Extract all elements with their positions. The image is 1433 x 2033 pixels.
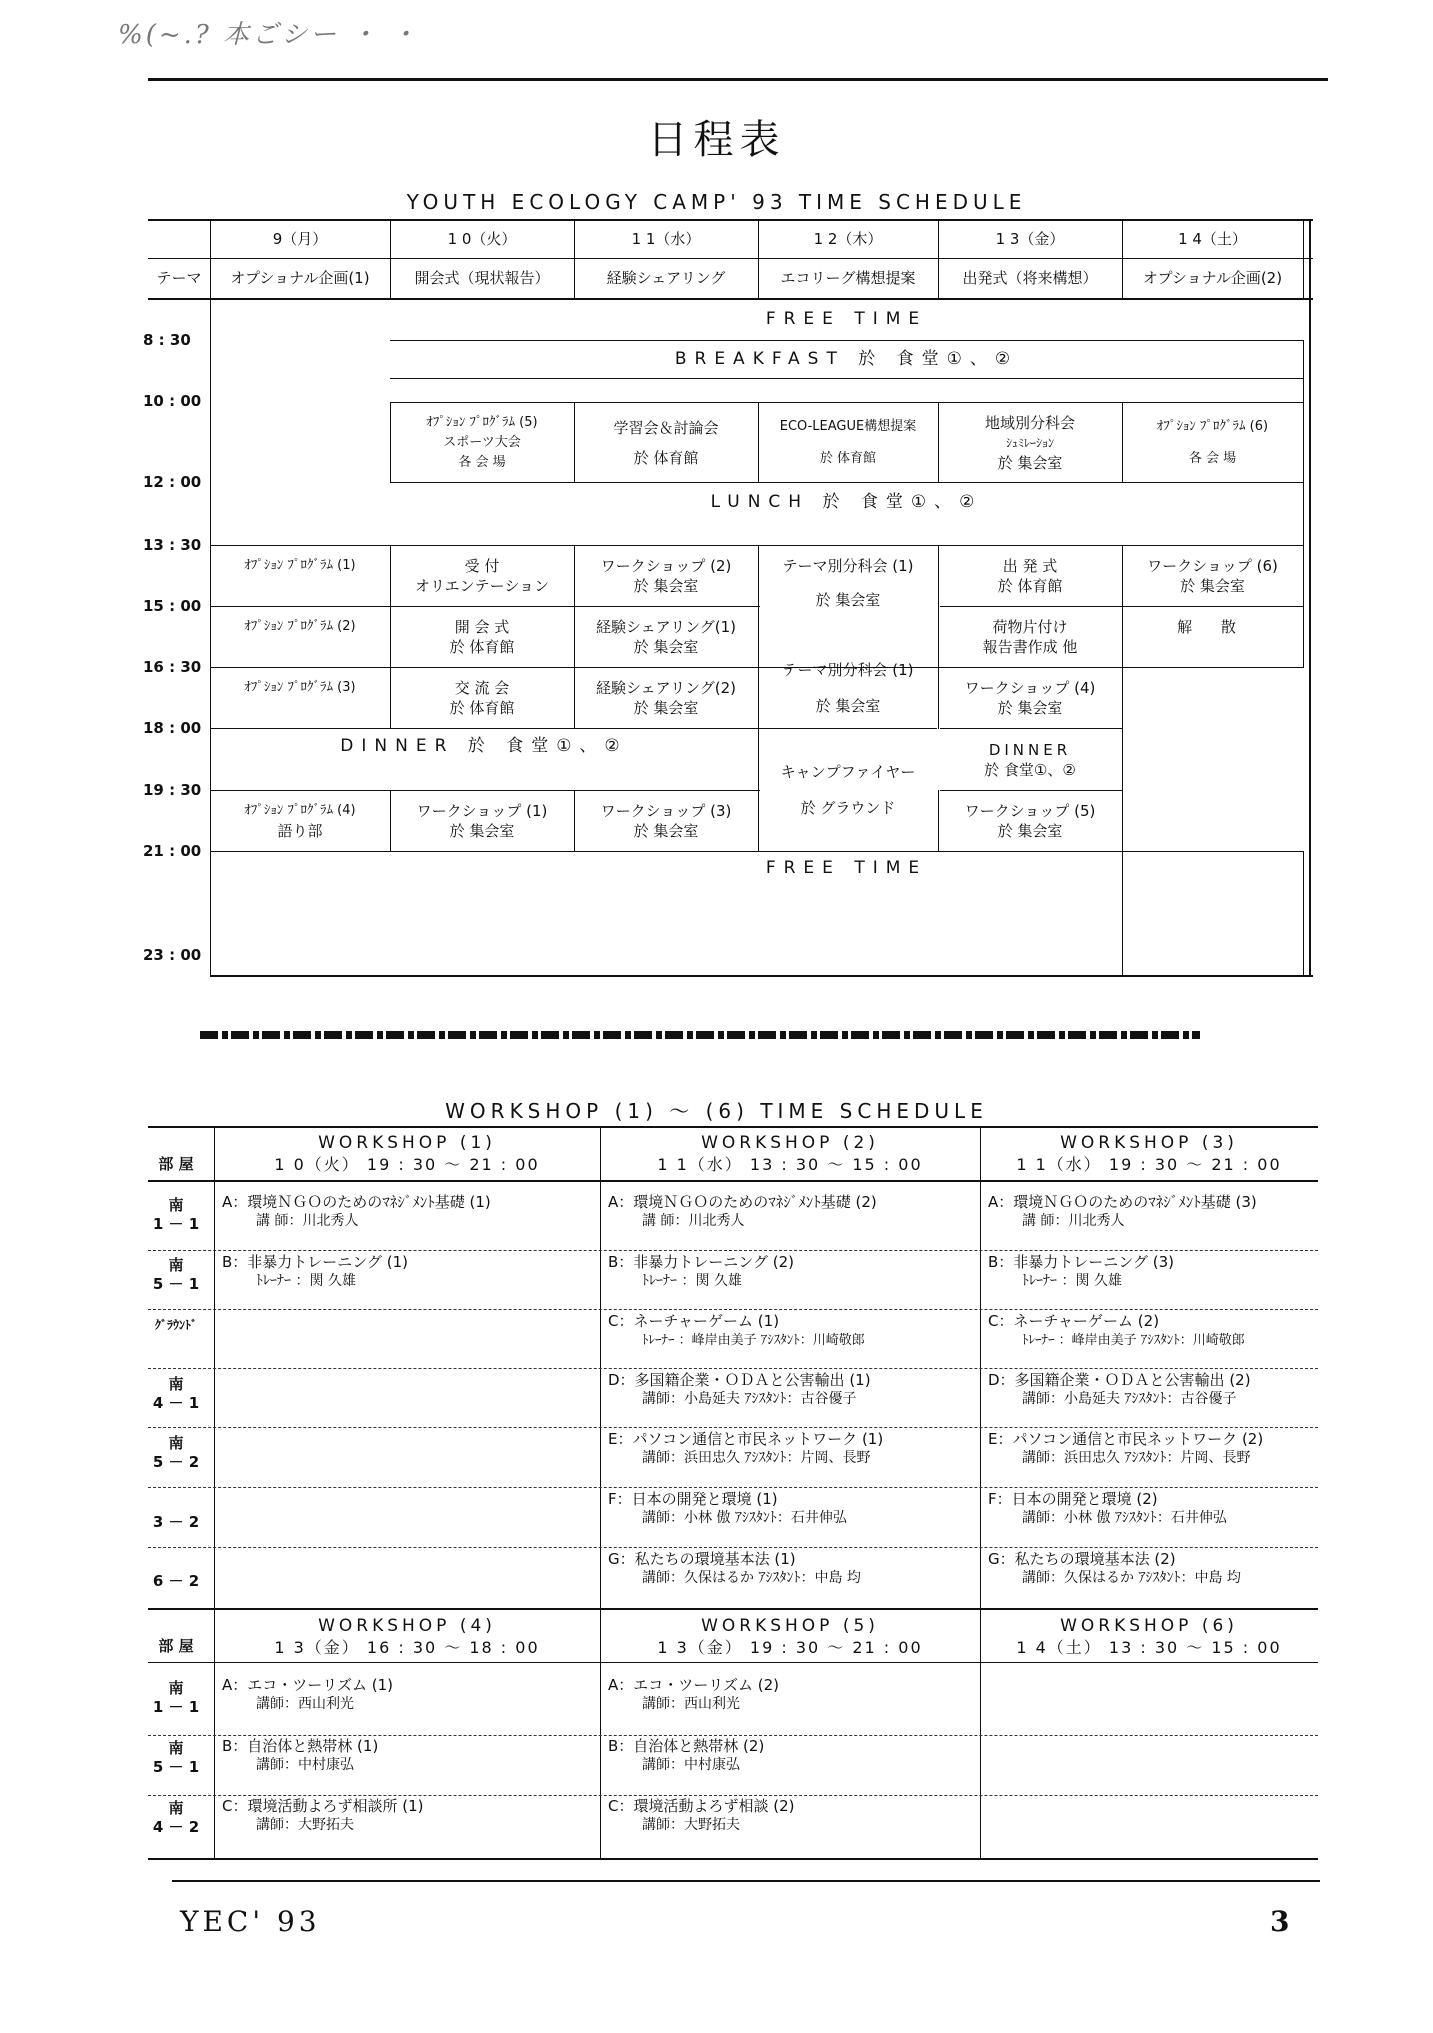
- workshop-2-entry: A：環境ＮＧＯのためのﾏﾈｼﾞﾒﾝﾄ基礎 (2) 講 師：川北秀人: [608, 1193, 877, 1229]
- room-label: 南 4 － 2: [152, 1799, 200, 1836]
- room-label: 南 1 － 1: [152, 1679, 200, 1716]
- handwritten-note: %(~.? 本ごシー ・ ・: [118, 20, 420, 50]
- cell-12-pm1: テーマ別分科会 (1) 於 集会室: [782, 557, 914, 609]
- workshop-1-header: WORKSHOP (1) 1 0（火） 19 : 30 ～ 21 : 00: [274, 1133, 540, 1174]
- workshop-5-entry: A：エコ・ツーリズム (2) 講師：西山利光: [608, 1676, 779, 1712]
- workshop-1-entry: A：環境ＮＧＯのためのﾏﾈｼﾞﾒﾝﾄ基礎 (1) 講 師：川北秀人: [222, 1193, 491, 1229]
- cell-11-morning: 学習会＆討論会 於 体育館: [613, 418, 719, 467]
- theme-12: エコリーグ構想提案: [780, 269, 916, 287]
- workshop-1-entry: B：非暴力トレーニング (1) ﾄﾚｰﾅｰ ：関 久雄: [222, 1253, 409, 1289]
- cell-13-evening: ワークショップ (5) 於 集会室: [964, 802, 1096, 840]
- theme-13: 出発式（将来構想）: [962, 269, 1098, 287]
- workshop-2-entry: C：ネーチャーゲーム (1) ﾄﾚｰﾅｰ ：峰岸由美子 ｱｼｽﾀﾝﾄ：川崎敬郎: [608, 1312, 865, 1348]
- cell-10-pm2: 開 会 式 於 体育館: [449, 618, 515, 656]
- theme-10: 開会式（現状報告）: [414, 269, 550, 287]
- cell-10-evening: ワークショップ (1) 於 集会室: [416, 802, 548, 840]
- room-label: 南 5 － 1: [152, 1739, 200, 1776]
- workshop-2-entry: B：非暴力トレーニング (2) ﾄﾚｰﾅｰ ：関 久雄: [608, 1253, 795, 1289]
- workshop-3-entry: D：多国籍企業・ＯＤＡと公害輸出 (2) 講師：小島延夫 ｱｼｽﾀﾝﾄ：古谷優子: [988, 1371, 1251, 1407]
- time-label: 18 : 00: [143, 719, 202, 737]
- cell-11-pm2: 経験シェアリング(1) 於 集会室: [595, 618, 737, 656]
- footer-publication: YEC' 93: [180, 1905, 321, 1938]
- workshop-5-header: WORKSHOP (5) 1 3（金） 19 : 30 ～ 21 : 00: [657, 1616, 923, 1657]
- workshop-4-entry: C：環境活動よろず相談所 (1) 講師：大野拓夫: [222, 1797, 424, 1833]
- workshop-3-entry: A：環境ＮＧＯのためのﾏﾈｼﾞﾒﾝﾄ基礎 (3) 講 師：川北秀人: [988, 1193, 1257, 1229]
- room-label: 南 5 － 2: [152, 1434, 200, 1471]
- cell-12-pm2: テーマ別分科会 (1) 於 集会室: [782, 661, 914, 715]
- room-label: 南 1 － 1: [152, 1196, 200, 1233]
- cell-11-evening: ワークショップ (3) 於 集会室: [600, 802, 732, 840]
- workshop-2-entry: G：私たちの環境基本法 (1) 講師：久保はるか ｱｼｽﾀﾝﾄ：中島 均: [608, 1550, 861, 1586]
- room-label: 6 － 2: [152, 1572, 200, 1590]
- workshop-5-entry: B：自治体と熱帯林 (2) 講師：中村康弘: [608, 1737, 765, 1773]
- cell-11-pm1: ワークショップ (2) 於 集会室: [600, 557, 732, 595]
- cell-13-pm3: ワークショップ (4) 於 集会室: [964, 679, 1096, 717]
- cell-9-pm2: ｵﾌﾟｼｮﾝ ﾌﾟﾛｸﾞﾗﾑ (2): [244, 619, 356, 634]
- time-label: 16 : 30: [143, 658, 202, 676]
- cell-10-morning: ｵﾌﾟｼｮﾝ ﾌﾟﾛｸﾞﾗﾑ (5) スポーツ大会 各 会 場: [426, 414, 538, 470]
- dinner-row: DINNER 於 食堂①、②: [340, 736, 628, 756]
- workshop-2-header: WORKSHOP (2) 1 1（水） 13 : 30 ～ 15 : 00: [657, 1133, 923, 1174]
- day-header-11: 1 1（水）: [631, 229, 701, 248]
- header-rule: [148, 78, 1328, 81]
- workshop-3-entry: C：ネーチャーゲーム (2) ﾄﾚｰﾅｰ ：峰岸由美子 ｱｼｽﾀﾝﾄ：川崎敬郎: [988, 1312, 1245, 1348]
- cell-13-pm2: 荷物片付け 報告書作成 他: [982, 618, 1078, 656]
- room-label: 南 4 － 1: [152, 1375, 200, 1412]
- time-label: 12 : 00: [143, 473, 202, 491]
- breakfast-row: BREAKFAST 於 食堂①、②: [674, 349, 1019, 369]
- cell-14-pm2: 解 散: [1177, 618, 1248, 636]
- cell-11-pm3: 経験シェアリング(2) 於 集会室: [595, 679, 737, 717]
- day-header-14: 1 4（土）: [1178, 229, 1247, 248]
- day-header-9: 9（月）: [272, 229, 328, 248]
- day-header-13: 1 3（金）: [995, 229, 1065, 248]
- cell-10-pm1: 受 付 オリエンテーション: [414, 557, 550, 595]
- theme-label: テーマ: [156, 269, 202, 287]
- workshop-3-entry: F：日本の開発と環境 (2) 講師：小林 傲 ｱｼｽﾀﾝﾄ：石井伸弘: [988, 1490, 1227, 1526]
- workshop-2-entry: D：多国籍企業・ＯＤＡと公害輸出 (1) 講師：小島延夫 ｱｼｽﾀﾝﾄ：古谷優子: [608, 1371, 871, 1407]
- workshop-3-entry: G：私たちの環境基本法 (2) 講師：久保はるか ｱｼｽﾀﾝﾄ：中島 均: [988, 1550, 1241, 1586]
- time-label: 10 : 00: [143, 392, 202, 410]
- cell-12-campfire: キャンプファイヤー 於 グラウンド: [780, 763, 916, 817]
- workshop-4-entry: B：自治体と熱帯林 (1) 講師：中村康弘: [222, 1737, 379, 1773]
- room-column-header: 部 屋: [158, 1155, 194, 1173]
- room-label: 南 5 － 1: [152, 1256, 200, 1293]
- day-header-12: 1 2（木）: [813, 229, 883, 248]
- cell-13-morning: 地域別分科会 ｼｭﾐﾚｰｼｮﾝ 於 集会室: [984, 413, 1075, 472]
- time-label: 19 : 30: [143, 781, 202, 799]
- time-label: 13 : 30: [143, 536, 202, 554]
- time-label: 23 : 00: [143, 946, 202, 964]
- lunch-row: LUNCH 於 食堂①、②: [710, 492, 983, 512]
- room-label: 3 － 2: [152, 1513, 200, 1531]
- cell-9-evening: ｵﾌﾟｼｮﾝ ﾌﾟﾛｸﾞﾗﾑ (4) 語り部: [244, 803, 356, 840]
- cell-9-pm1: ｵﾌﾟｼｮﾝ ﾌﾟﾛｸﾞﾗﾑ (1): [244, 558, 356, 573]
- theme-9: オプショナル企画(1): [230, 269, 370, 287]
- cell-12-morning: ECO-LEAGUE構想提案 於 体育館: [779, 418, 917, 466]
- room-label: ｸﾞﾗｳﾝﾄﾞ: [154, 1318, 197, 1332]
- footer-rule: [172, 1880, 1320, 1882]
- time-label: 15 : 00: [143, 597, 202, 615]
- page-number: 3: [1270, 1905, 1290, 1938]
- workshop-subtitle: WORKSHOP (1) ～ (6) TIME SCHEDULE: [445, 1099, 988, 1123]
- workshop-4-header: WORKSHOP (4) 1 3（金） 16 : 30 ～ 18 : 00: [274, 1616, 540, 1657]
- cell-13-dinner: DINNER 於 食堂①、②: [984, 740, 1076, 779]
- workshop-5-entry: C：環境活動よろず相談 (2) 講師：大野拓夫: [608, 1797, 795, 1833]
- cell-9-pm3: ｵﾌﾟｼｮﾝ ﾌﾟﾛｸﾞﾗﾑ (3): [244, 680, 356, 695]
- workshop-2-entry: F：日本の開発と環境 (1) 講師：小林 傲 ｱｼｽﾀﾝﾄ：石井伸弘: [608, 1490, 847, 1526]
- theme-14: オプショナル企画(2): [1142, 269, 1283, 287]
- separator-strip: [200, 1031, 1200, 1039]
- workshop-2-entry: E：パソコン通信と市民ネットワーク (1) 講師：浜田忠久 ｱｼｽﾀﾝﾄ：片岡、長野: [608, 1430, 884, 1466]
- room-column-header: 部 屋: [158, 1637, 194, 1655]
- schedule-subtitle: YOUTH ECOLOGY CAMP' 93 TIME SCHEDULE: [406, 190, 1027, 214]
- workshop-4-entry: A：エコ・ツーリズム (1) 講師：西山利光: [222, 1676, 393, 1712]
- theme-11: 経験シェアリング: [606, 269, 726, 287]
- time-label: 8 : 30: [143, 331, 191, 349]
- cell-13-pm1: 出 発 式 於 体育館: [997, 557, 1063, 595]
- cell-10-pm3: 交 流 会 於 体育館: [449, 679, 515, 717]
- free-time-morning: FREE TIME: [765, 309, 928, 329]
- free-time-night: FREE TIME: [765, 858, 928, 878]
- page-title: 日程表: [647, 117, 786, 163]
- time-label: 21 : 00: [143, 842, 202, 860]
- day-header-10: 1 0（火）: [447, 229, 517, 248]
- workshop-3-entry: B：非暴力トレーニング (3) ﾄﾚｰﾅｰ ：関 久雄: [988, 1253, 1175, 1289]
- workshop-3-header: WORKSHOP (3) 1 1（水） 19 : 30 ～ 21 : 00: [1016, 1133, 1282, 1174]
- workshop-6-header: WORKSHOP (6) 1 4（土） 13 : 30 ～ 15 : 00: [1016, 1616, 1282, 1657]
- workshop-3-entry: E：パソコン通信と市民ネットワーク (2) 講師：浜田忠久 ｱｼｽﾀﾝﾄ：片岡、長野: [988, 1430, 1264, 1466]
- cell-14-pm1: ワークショップ (6) 於 集会室: [1147, 557, 1278, 595]
- cell-14-morning: ｵﾌﾟｼｮﾝ ﾌﾟﾛｸﾞﾗﾑ (6) 各 会 場: [1156, 418, 1269, 466]
